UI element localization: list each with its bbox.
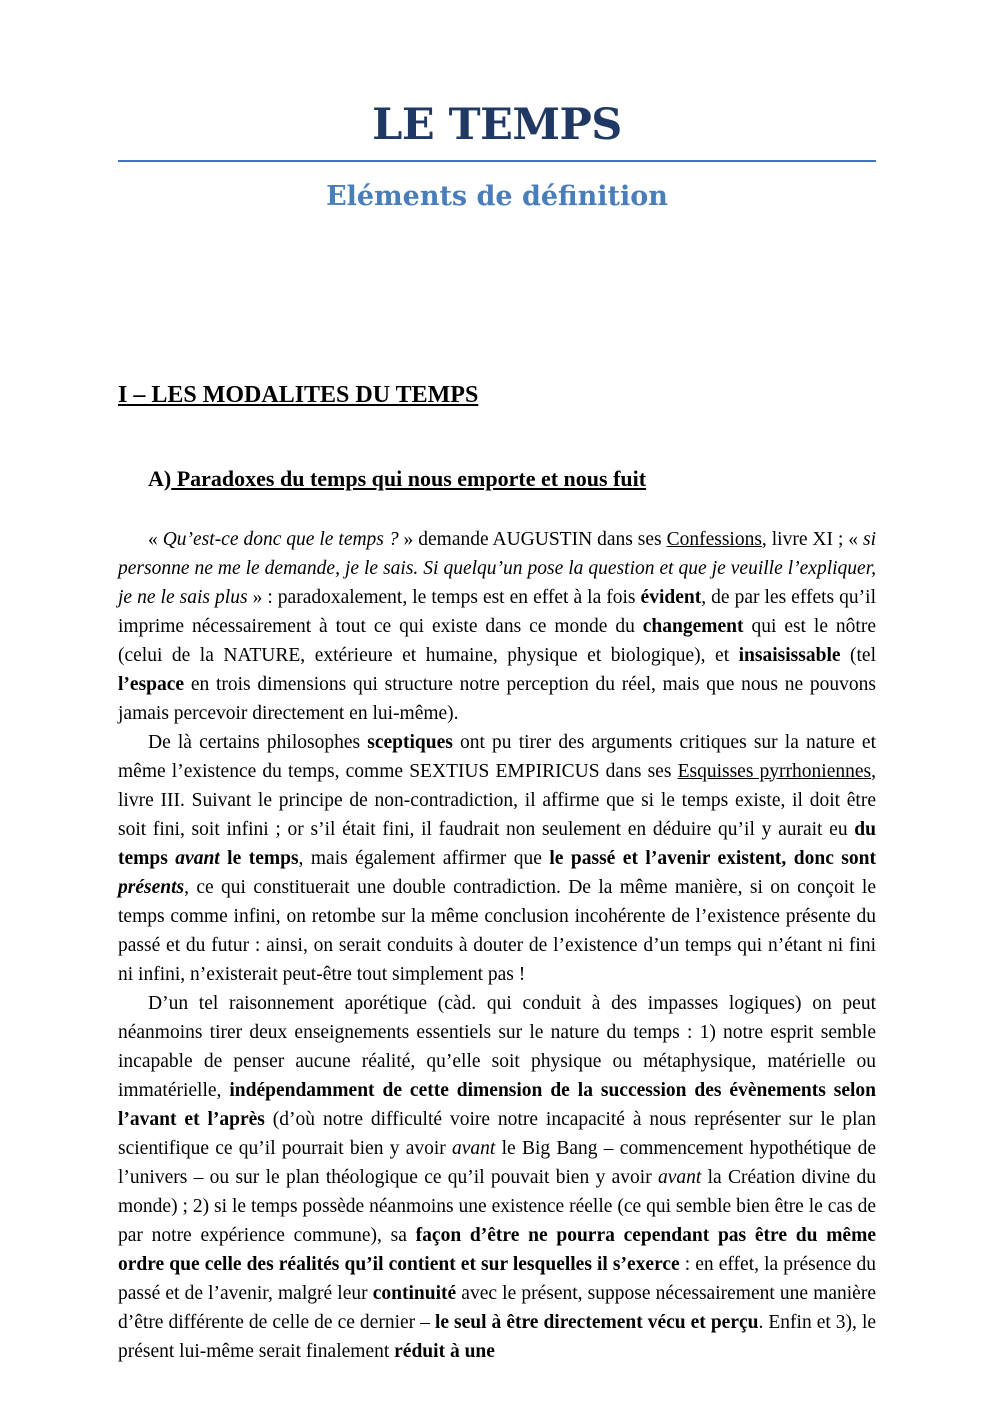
text-segment: : en effet, la présence du passé et de l’avenir, malgré leur bbox=[118, 1253, 876, 1304]
text-segment: « bbox=[148, 528, 163, 550]
text-segment: continuité bbox=[372, 1282, 457, 1304]
text-segment: Confessions bbox=[666, 528, 762, 550]
text-segment: De là certains philosophes bbox=[148, 731, 368, 753]
document-subtitle: Eléments de définition bbox=[326, 180, 668, 212]
text-segment: le Big Bang – commencement hypothétique de l’univers – ou sur le plan théologique ce qu’il pouvait bien y avoir bbox=[118, 1137, 876, 1188]
text-segment: ont pu tirer des arguments critiques sur la nature et même l’existence du temps, comme SEXTIUS EMPIRICUS dans ses bbox=[118, 731, 876, 782]
text-segment: réduit à une bbox=[394, 1340, 495, 1362]
text-segment: sceptiques bbox=[367, 731, 453, 753]
document-title: LE TEMPS bbox=[118, 100, 876, 162]
text-segment: (tel bbox=[840, 644, 877, 666]
text-segment: . Enfin et 3), le présent lui-même serait finalement bbox=[118, 1311, 877, 1362]
text-segment: du temps bbox=[118, 818, 876, 869]
text-segment: avant bbox=[658, 1166, 702, 1188]
subsection-title: Paradoxes du temps qui nous emporte et nous fuit bbox=[171, 466, 647, 492]
text-segment: avant bbox=[452, 1137, 496, 1159]
text-segment: , livre XI ; « bbox=[761, 528, 863, 550]
text-segment: , de par les effets qu’il imprime nécessairement à tout ce qui existe dans ce monde du bbox=[118, 586, 876, 637]
text-segment: avec le présent, suppose nécessairement une manière d’être différente de celle de ce dernier – bbox=[118, 1282, 876, 1333]
text-segment: indépendamment de cette dimension de la succession des évènements selon l’avant et l’après bbox=[118, 1079, 876, 1130]
text-segment: la Création divine du monde) ; 2) si le temps possède néanmoins une existence réelle (ce qui semble bien être le cas de par notre expérience commune), sa bbox=[118, 1166, 876, 1246]
text-segment: Qu’est-ce donc que le temps ? bbox=[162, 528, 399, 550]
text-segment: évident bbox=[640, 586, 702, 608]
text-segment: présents bbox=[118, 876, 185, 898]
text-segment: » : paradoxalement, le temps est en effet à la fois bbox=[247, 586, 641, 608]
text-segment: D’un tel raisonnement aporétique (càd. qui conduit à des impasses logiques) on peut néanmoins tirer deux enseignements essentiels sur le nature du temps : 1) notre esprit semble incapable de penser aucune réalité, qu’elle soit physique ou métaphysique, matérielle ou immatérielle, bbox=[118, 992, 876, 1101]
body-text bbox=[118, 525, 876, 1366]
text-segment: , ce qui constituerait une double contradiction. De la même manière, si on conçoit le temps comme infini, on retombe sur la même conclusion incohérente de l’existence présente du passé et du futur : ainsi, on serait conduits à douter de l’existence d’un temps qui n’étant ni fini ni infini, n’existerait peut-être tout simplement pas ! bbox=[118, 876, 876, 985]
text-segment: Esquisses pyrrhoniennes bbox=[677, 760, 872, 782]
text-segment: avant bbox=[175, 847, 220, 869]
text-segment: le temps bbox=[219, 847, 299, 869]
subsection-label: A) bbox=[148, 466, 172, 492]
text-segment: l’espace bbox=[118, 673, 185, 695]
text-segment: , mais également affirmer que bbox=[298, 847, 550, 869]
text-segment: le passé et l’avenir existent, donc sont bbox=[549, 847, 876, 869]
text-segment: (d’où notre difficulté voire notre incapacité à nous représenter sur le plan scientifique ce qu’il pourrait bien y avoir bbox=[118, 1108, 876, 1159]
subsection-heading-paradoxes bbox=[148, 466, 876, 492]
text-segment: le seul à être directement vécu et perçu bbox=[434, 1311, 759, 1333]
text-segment: qui est le nôtre (celui de la NATURE, extérieure et humaine, physique et biologique), et bbox=[118, 615, 876, 666]
text-segment: » demande AUGUSTIN dans ses bbox=[398, 528, 667, 550]
section-heading-modalites: I – LES MODALITES DU TEMPS bbox=[118, 382, 479, 409]
text-segment: en trois dimensions qui structure notre perception du réel, mais que nous ne pouvons jamais percevoir directement en lui-même). bbox=[118, 673, 876, 724]
body-paragraph bbox=[118, 728, 876, 989]
body-paragraph bbox=[118, 525, 876, 728]
text-segment: changement bbox=[642, 615, 744, 637]
text-segment: insaisissable bbox=[738, 644, 841, 666]
text-segment: , livre III. Suivant le principe de non-contradiction, il affirme que si le temps existe, il doit être soit fini, soit infini ; or s’il était fini, il faudrait non seulement en déduire qu’il y aurait eu bbox=[118, 760, 876, 840]
text-segment: si personne ne me le demande, je le sais. Si quelqu’un pose la question et que je veuille l’expliquer, je ne le sais plus bbox=[118, 528, 877, 608]
text-segment: façon d’être ne pourra cependant pas être du même ordre que celle des réalités qu’il contient et sur lesquelles il s’exerce bbox=[118, 1224, 876, 1275]
body-paragraph bbox=[118, 989, 876, 1366]
